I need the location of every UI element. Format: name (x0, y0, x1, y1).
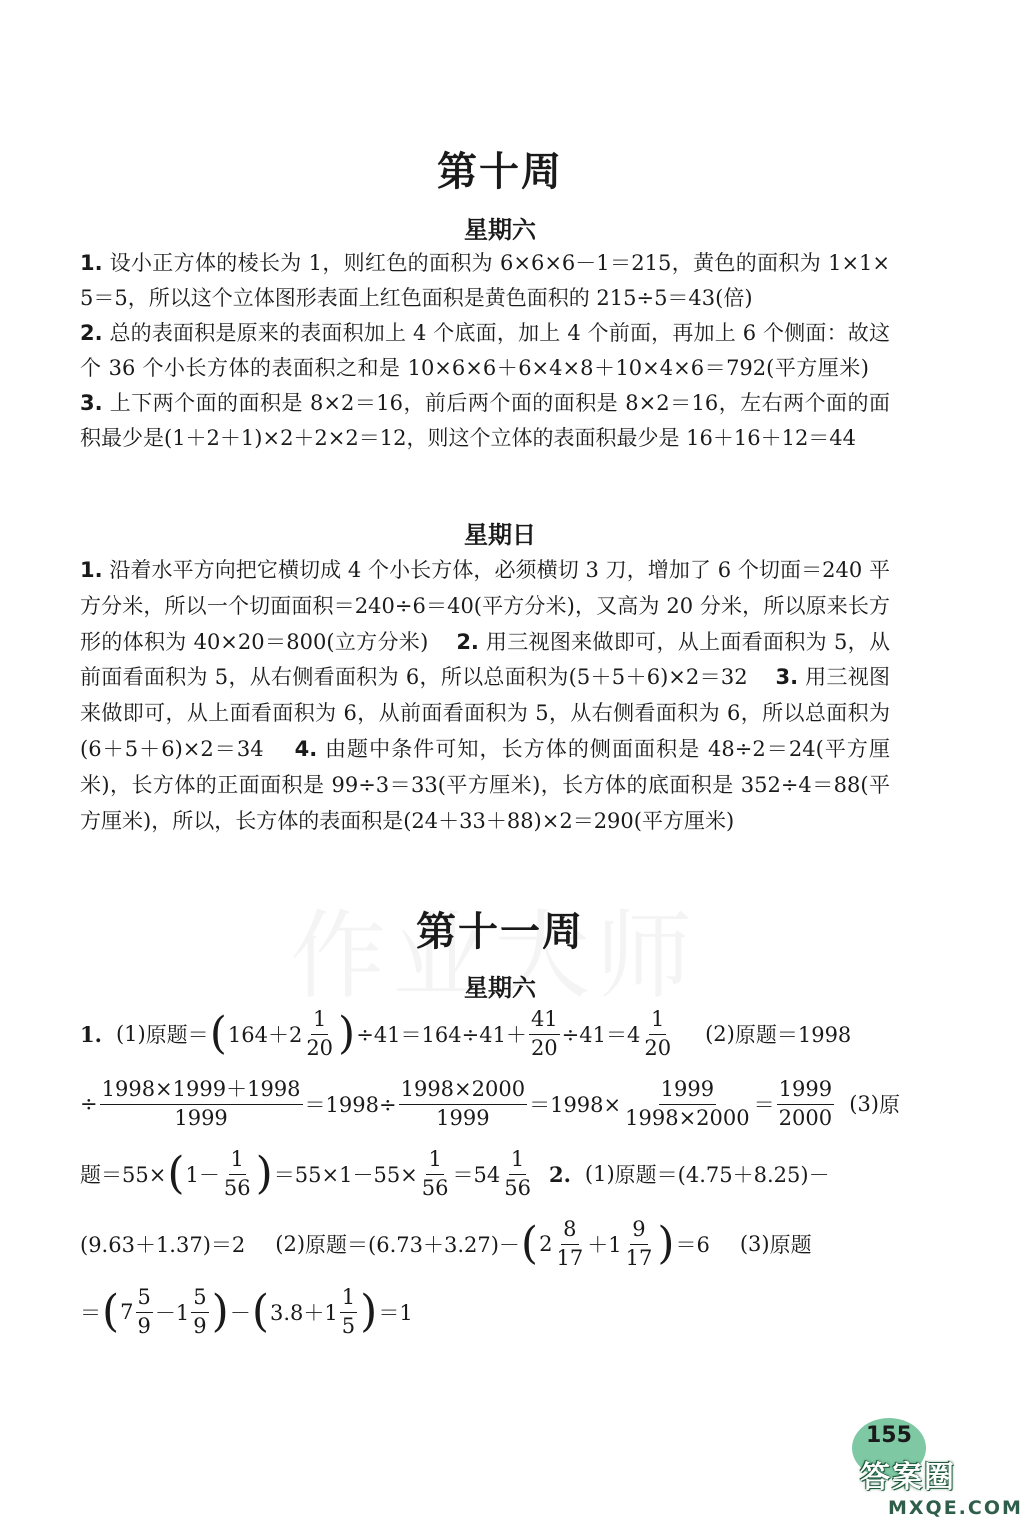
item-number: 2. (456, 629, 479, 654)
item-number: 1. (80, 558, 103, 582)
fraction (304, 1008, 335, 1059)
item-number: 3. (80, 391, 103, 415)
fraction-denominator: 17 (556, 1245, 584, 1270)
expression-text: － (229, 1301, 251, 1325)
page-number: 155 (866, 1423, 912, 1448)
expression-text: 原题＝ (145, 1023, 209, 1047)
math-line-4 (80, 1212, 900, 1276)
expression-text: ÷ (80, 1092, 98, 1116)
fraction (340, 1286, 357, 1337)
fraction (554, 1218, 585, 1269)
fraction-numerator: 1 (311, 1008, 328, 1034)
sub-item-label: (1) (115, 1022, 146, 1046)
site-stamp-logo: 答案圈 (860, 1460, 956, 1495)
fraction-denominator: 56 (504, 1175, 531, 1200)
expression-text: (9.63＋1.37)＝2 (80, 1233, 246, 1257)
left-paren: ( (251, 1286, 270, 1337)
fraction-numerator: 41 (529, 1008, 560, 1034)
expression-text: 1－ (185, 1163, 220, 1187)
fraction-numerator: 1 (426, 1148, 443, 1174)
fraction-numerator: 1 (509, 1148, 526, 1174)
expression-text: ＝54 (452, 1163, 501, 1187)
fraction (502, 1148, 533, 1199)
week-11-title: 第十一周 (416, 909, 584, 955)
expression-text: ＝1 (378, 1301, 413, 1325)
fraction-denominator: 17 (625, 1245, 653, 1270)
expression-text: ＝6 (675, 1233, 710, 1257)
math-line-2 (80, 1072, 900, 1136)
sub-item-label: (1) (584, 1162, 615, 1186)
item-number: 4. (294, 736, 318, 761)
right-paren: ) (338, 1008, 356, 1059)
item-number: 1. (80, 1021, 102, 1047)
fraction-denominator: 56 (223, 1175, 251, 1200)
fraction-numerator: 1999 (777, 1078, 834, 1104)
sub-item-label: (3) (739, 1232, 770, 1256)
fraction-denominator: 5 (341, 1313, 356, 1338)
week-10-saturday-title: 星期六 (464, 216, 536, 244)
expression-text: －1 (154, 1301, 190, 1325)
right-paren: ) (657, 1218, 675, 1269)
expression-text: 7 (120, 1300, 134, 1324)
week-10-saturday-answers (80, 246, 890, 456)
fraction-numerator: 1998×2000 (399, 1078, 527, 1104)
expression-text: ＝1998÷ (304, 1093, 397, 1117)
fraction-denominator: 20 (306, 1035, 334, 1060)
fraction (642, 1008, 673, 1059)
expression-text: 164＋2 (227, 1023, 303, 1047)
left-paren: ( (167, 1148, 185, 1199)
item-number: 1. (80, 251, 103, 275)
fraction (136, 1286, 153, 1337)
expression-text: 原题＝1998 (734, 1023, 852, 1047)
fraction (624, 1218, 655, 1269)
expression-text: ＝1998× (529, 1093, 622, 1117)
right-paren: ) (360, 1286, 378, 1337)
math-line-3 (80, 1142, 900, 1206)
fraction (623, 1078, 751, 1129)
site-url: MXQE.COM (888, 1497, 1023, 1519)
answer-text: 用三视图来做即可，从上面看面积为 6，从前面看面积为 5，从右侧看面积为 6，所以总面积为(6＋5＋6)×2＝34 (80, 665, 891, 761)
fraction (529, 1008, 560, 1059)
fraction-numerator: 1999 (659, 1078, 716, 1104)
week-11-saturday-title: 星期六 (464, 974, 536, 1002)
math-line-1 (80, 1002, 900, 1066)
fraction-numerator: 1 (340, 1286, 357, 1312)
item-number: 3. (775, 665, 799, 690)
item-number: 2. (548, 1161, 571, 1187)
right-paren: ) (255, 1148, 273, 1199)
fraction-numerator: 5 (191, 1286, 208, 1312)
expression-text: 原题＝(6.73＋3.27)－ (305, 1233, 520, 1257)
item-number: 2. (80, 321, 103, 345)
fraction (100, 1078, 303, 1129)
week-10-title: 第十周 (437, 149, 563, 195)
answer-text: 沿着水平方向把它横切成 4 个小长方体，必须横切 3 刀，增加了 6 个切面＝240 平方分米，所以一个切面面积＝240÷6＝40(平方分米)，又高为 20 分米，所以原来长方形的体积为 40×20＝800(立方分米) (80, 558, 890, 654)
left-paren: ( (102, 1286, 120, 1337)
fraction (420, 1148, 451, 1199)
fraction-denominator: 9 (193, 1313, 207, 1338)
answer-text: 用三视图来做即可，从上面看面积为 5，从前面看面积为 5，从右侧看面积为 6，所以总面积为(5＋5＋6)×2＝32 (80, 629, 890, 690)
expression-text: 原题 (769, 1233, 812, 1257)
expression-text: ＝55×1－55× (273, 1163, 418, 1187)
expression-text: ＝ (753, 1093, 775, 1117)
left-paren: ( (520, 1218, 539, 1269)
sub-item-label: (3) (849, 1092, 879, 1116)
fraction-numerator: 5 (136, 1286, 153, 1312)
expression-text: 3.8＋1 (270, 1301, 338, 1325)
fraction-numerator: 1998×1999＋1998 (100, 1078, 303, 1104)
fraction-denominator: 1998×2000 (625, 1105, 750, 1130)
fraction (777, 1078, 834, 1129)
week-10-sunday-title: 星期日 (464, 521, 536, 549)
week-10-sunday-answers (80, 553, 890, 839)
fraction (191, 1286, 208, 1337)
left-paren: ( (209, 1008, 227, 1059)
expression-text: ＋1 (587, 1233, 622, 1257)
sub-item-label: (2) (275, 1232, 306, 1256)
fraction-numerator: 9 (630, 1218, 647, 1244)
expression-text: ＝ (80, 1301, 101, 1325)
fraction (222, 1148, 253, 1199)
fraction-denominator: 2000 (778, 1105, 833, 1130)
fraction-denominator: 1999 (174, 1105, 228, 1130)
expression-text: ÷41＝164÷41＋ (356, 1023, 527, 1047)
sub-item-label: (2) (705, 1022, 735, 1046)
fraction-denominator: 9 (137, 1313, 151, 1338)
answer-text: 由题中条件可知，长方体的侧面面积是 48÷2＝24(平方厘米)，长方体的正面面积是 99÷3＝33(平方厘米)，长方体的底面积是 352÷4＝88(平方厘米)，所以，长方体的表面积是(24＋33＋88)×2＝290(平方厘米) (80, 736, 890, 833)
expression-text: 原题＝(4.75＋8.25)－ (614, 1163, 830, 1187)
expression-text: 题＝55× (80, 1163, 167, 1187)
answer-text: 上下两个面的面积是 8×2＝16，前后两个面的面积是 8×2＝16，左右两个面的面积最少是(1＋2＋1)×2＋2×2＝12，则这个立体的表面积最少是 16＋16＋12＝44 (80, 391, 890, 450)
fraction-numerator: 1 (229, 1148, 246, 1174)
expression-text: ÷41＝4 (561, 1023, 641, 1047)
fraction-numerator: 8 (561, 1218, 578, 1244)
fraction-numerator: 1 (649, 1008, 666, 1034)
expression-text: 原 (879, 1093, 900, 1117)
answer-text: 总的表面积是原来的表面积加上 4 个底面，加上 4 个前面，再加上 6 个侧面：故这个 36 个小长方体的表面积之和是 10×6×6＋6×4×8＋10×4×6＝792(平方厘米) (80, 321, 890, 380)
fraction (399, 1078, 527, 1129)
math-line-5 (80, 1280, 900, 1344)
expression-text: 2 (539, 1232, 553, 1256)
right-paren: ) (211, 1286, 229, 1337)
fraction-denominator: 1999 (436, 1105, 490, 1130)
fraction-denominator: 56 (421, 1175, 449, 1200)
fraction-denominator: 20 (644, 1035, 672, 1060)
answer-text: 设小正方体的棱长为 1，则红色的面积为 6×6×6－1＝215，黄色的面积为 1×1×5＝5，所以这个立体图形表面上红色面积是黄色面积的 215÷5＝43(倍) (80, 251, 890, 310)
fraction-denominator: 20 (530, 1035, 558, 1060)
